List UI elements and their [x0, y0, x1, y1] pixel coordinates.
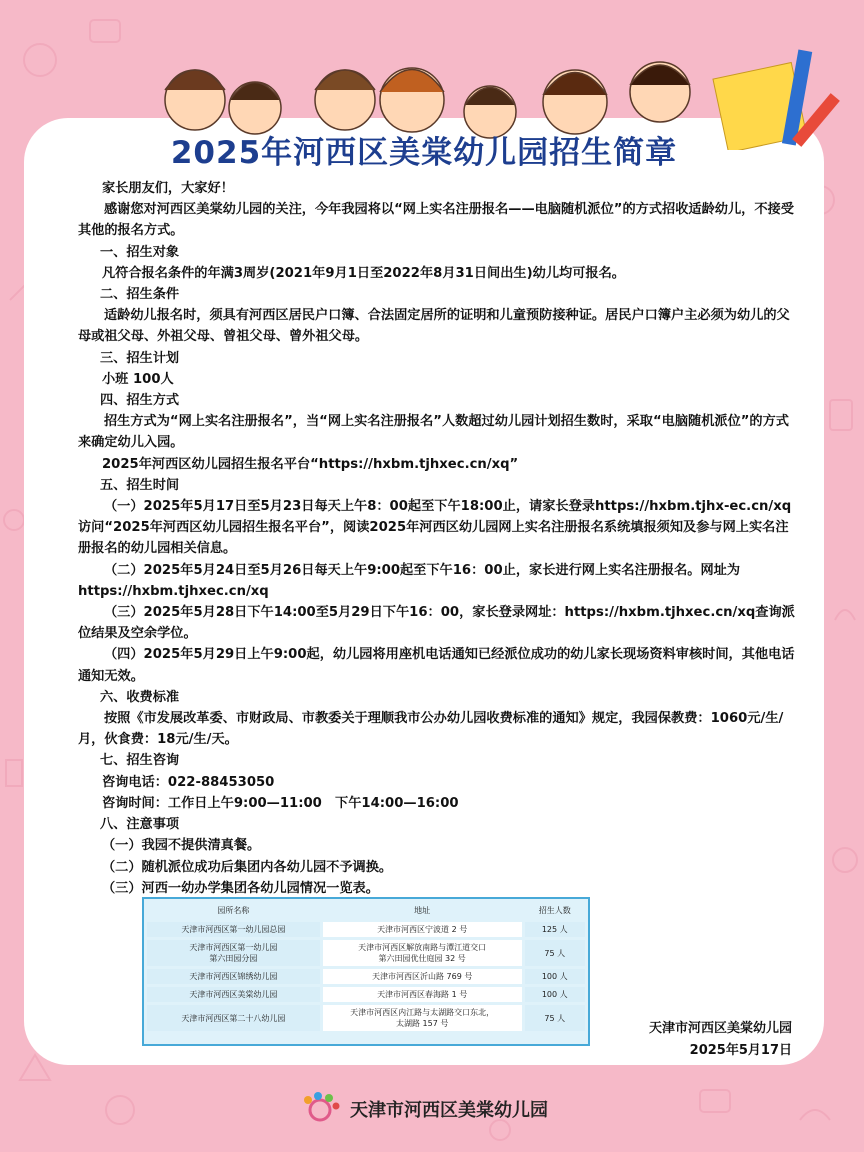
paragraph: 按照《市发展改革委、市财政局、市教委关于理顺我市公办幼儿园收费标准的通知》规定，我园保教费：1060元/生/月，伙食费：18元/生/天。 — [78, 711, 784, 748]
intro-paragraph: 感谢您对河西区美棠幼儿园的关注，今年我园将以“网上实名注册报名——电脑随机派位”的方式招收适龄幼儿，不接受其他的报名方式。 — [78, 202, 794, 239]
cell: 100 人 — [525, 969, 585, 984]
consult-time: 咨询时间：工作日上午9:00—11:00 下午14:00—16:00 — [102, 795, 459, 811]
cell: 100 人 — [525, 987, 585, 1002]
section-heading: 七、招生咨询 — [100, 753, 180, 769]
cell: 天津市河西区内江路与太湖路交口东北， 太湖路 157 号 — [323, 1005, 522, 1031]
section-heading: 四、招生方式 — [100, 393, 180, 409]
section-heading: 三、招生计划 — [100, 350, 180, 366]
footer — [298, 1092, 548, 1126]
kindergarten-table — [142, 897, 590, 1046]
paragraph: 适龄幼儿报名时，须具有河西区居民户口簿、合法固定居所的证明和儿童预防接种证。居民户口簿户主必须为幼儿的父母或祖父母、外祖父母、曾祖父母、曾外祖父母。 — [78, 308, 790, 345]
cell: 天津市河西区第一幼儿园 第六田园分园 — [147, 940, 320, 966]
cell: 天津市河西区解放南路与潭江道交口 第六田园优仕庭园 32 号 — [323, 940, 522, 966]
paragraph: 招生方式为“网上实名注册报名”，当“网上实名注册报名”人数超过幼儿园计划招生数时，采取“电脑随机派位”的方式来确定幼儿入园。 — [78, 414, 789, 451]
signature-org: 天津市河西区美棠幼儿园 — [648, 1021, 792, 1036]
kindergarten-logo-icon — [298, 1092, 342, 1126]
greeting: 家长朋友们，大家好！ — [102, 181, 234, 196]
table-row — [147, 940, 585, 966]
cell: 天津市河西区锦绣幼儿园 — [147, 969, 320, 984]
consult-phone: 咨询电话：022-88453050 — [102, 774, 275, 790]
paragraph: （三）河西一幼办学集团各幼儿园情况一览表。 — [102, 880, 379, 896]
cell: 75 人 — [525, 1005, 585, 1031]
table-row — [147, 969, 585, 984]
signature-block — [649, 1018, 792, 1062]
cell: 75 人 — [525, 940, 585, 966]
paragraph: （一）2025年5月17日至5月23日每天上午8：00起至下午18:00止，请家长登录https://hxbm.tjhx-ec.cn/xq访问“2025年河西区幼儿园招生报名平台”，阅读2025年河西区幼儿园网上实名注册报名系统填报须知及参与网上实名注册报名的幼儿园相关信息。 — [78, 499, 792, 557]
cell: 天津市河西区沂山路 769 号 — [323, 969, 522, 984]
column-header: 地址 — [414, 906, 431, 915]
column-header: 园所名称 — [217, 906, 250, 915]
table-row — [147, 922, 585, 937]
cell: 天津市河西区第二十八幼儿园 — [147, 1005, 320, 1031]
paragraph: （四）2025年5月29日上午9:00起，幼儿园将用座机电话通知已经派位成功的幼儿家长现场资料审核时间，其他电话通知无效。 — [78, 647, 795, 684]
section-heading: 八、注意事项 — [100, 817, 180, 833]
platform-url: 2025年河西区幼儿园招生报名平台“https://hxbm.tjhxec.cn/xq” — [102, 456, 519, 472]
paragraph: 凡符合报名条件的年满3周岁(2021年9月1日至2022年8月31日间出生)幼儿均可报名。 — [102, 265, 625, 281]
paragraph: （一）我园不提供清真餐。 — [102, 838, 261, 854]
section-heading: 六、收费标准 — [100, 689, 180, 705]
paragraph: （三）2025年5月28日下午14:00至5月29日下午16：00，家长登录网址：https://hxbm.tjhxec.cn/xq查询派位结果及空余学位。 — [78, 605, 795, 642]
footer-name: 天津市河西区美棠幼儿园 — [350, 1100, 548, 1121]
cell: 天津市河西区第一幼儿园总园 — [147, 922, 320, 937]
cell: 天津市河西区春海路 1 号 — [323, 987, 522, 1002]
table-row — [147, 987, 585, 1002]
paragraph: 小班 100人 — [102, 371, 174, 387]
section-heading: 一、招生对象 — [100, 244, 180, 260]
cell: 125 人 — [525, 922, 585, 937]
column-header: 招生人数 — [538, 906, 571, 915]
signature-date: 2025年5月17日 — [689, 1043, 792, 1058]
paragraph: （二）随机派位成功后集团内各幼儿园不予调换。 — [102, 859, 393, 875]
section-heading: 五、招生时间 — [100, 477, 180, 493]
cell: 天津市河西区美棠幼儿园 — [147, 987, 320, 1002]
paragraph: （二）2025年5月24日至5月26日每天上午9:00起至下午16：00止，家长进行网上实名注册报名。网址为https://hxbm.tjhxec.cn/xq — [78, 562, 741, 599]
cell: 天津市河西区宁波道 2 号 — [323, 922, 522, 937]
section-heading: 二、招生条件 — [100, 287, 180, 303]
announcement-body — [78, 178, 800, 899]
page-title: 2025年河西区美棠幼儿园招生简章 — [170, 135, 678, 171]
table-row — [147, 1005, 585, 1031]
